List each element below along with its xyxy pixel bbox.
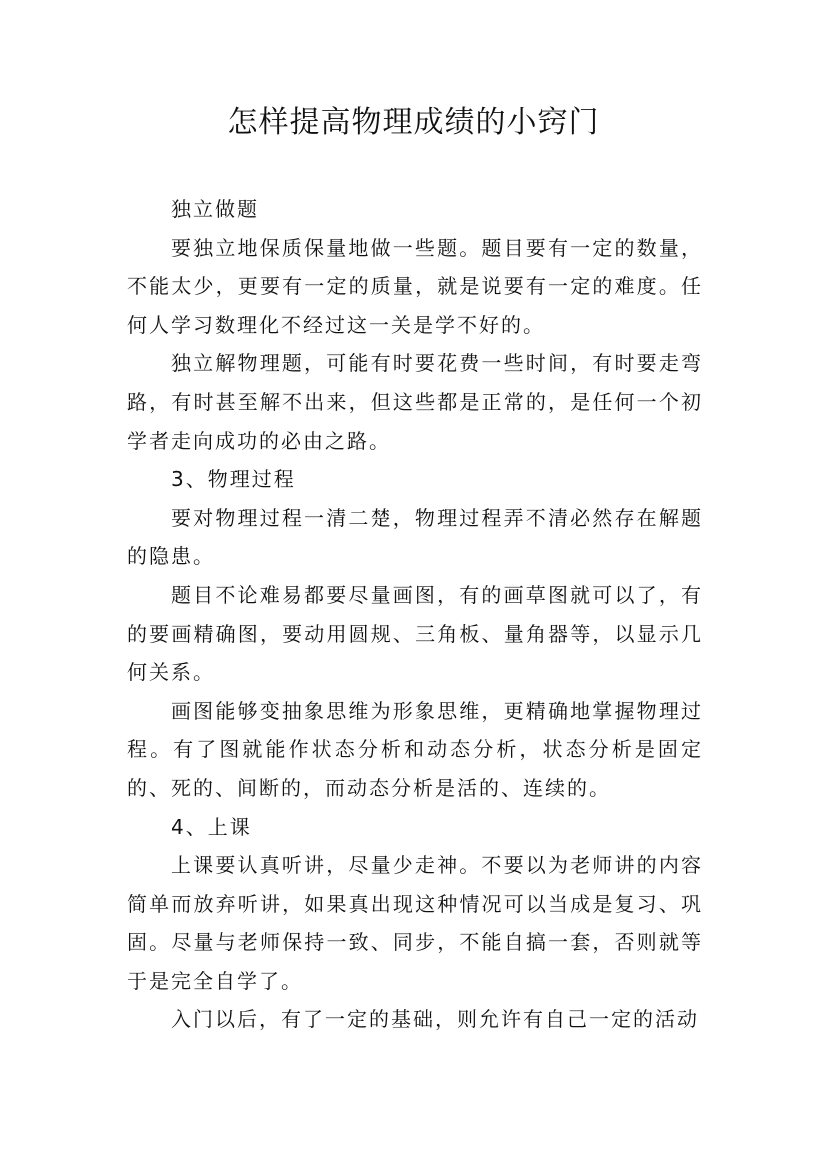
body-paragraph: 上课要认真听讲，尽量少走神。不要以为老师讲的内容简单而放弃听讲，如果真出现这种情况可以当成是复习、巩固。尽量与老师保持一致、同步，不能自搞一套，否则就等于是完全自学了。 — [127, 853, 703, 993]
body-paragraph: 题目不论难易都要尽量画图，有的画草图就可以了，有的要画精确图，要动用圆规、三角板、量角器等，以显示几何关系。 — [127, 582, 703, 685]
body-paragraph: 要独立地保质保量地做一些题。题目要有一定的数量，不能太少，更要有一定的质量，就是说要有一定的难度。任何人学习数理化不经过这一关是学不好的。 — [127, 235, 703, 337]
body-paragraph: 入门以后，有了一定的基础，则允许有自己一定的活动 — [171, 1007, 699, 1032]
document-body — [127, 190, 703, 1039]
body-paragraph: 画图能够变抽象思维为形象思维，更精确地掌握物理过程。有了图就能作状态分析和动态分析，状态分析是固定的、死的、间断的，而动态分析是活的、连续的。 — [127, 698, 703, 800]
section-heading: 3、物理过程 — [171, 467, 296, 492]
section-heading: 4、上课 — [171, 814, 252, 839]
body-paragraph: 独立解物理题，可能有时要花费一些时间，有时要走弯路，有时甚至解不出来，但这些都是正常的，是任何一个初学者走向成功的必由之路。 — [127, 351, 703, 453]
page-title: 怎样提高物理成绩的小窍门 — [227, 105, 600, 140]
section-heading: 独立做题 — [171, 197, 259, 221]
body-paragraph: 要对物理过程一清二楚，物理过程弄不清必然存在解题的隐患。 — [127, 505, 703, 569]
